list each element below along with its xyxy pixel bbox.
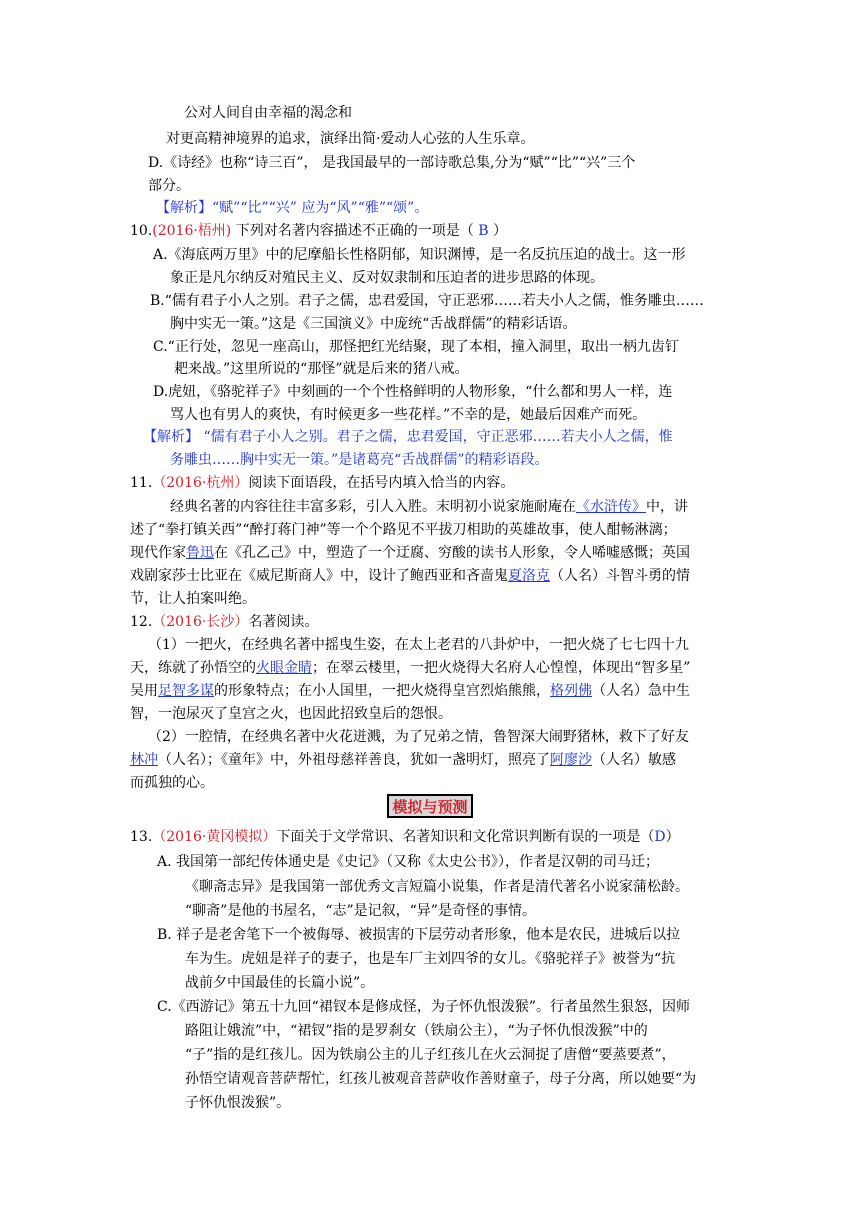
- question-11: [130, 473, 514, 493]
- question-13: [130, 827, 680, 847]
- answer-blank: 足智多谋: [158, 683, 214, 699]
- question-number: 10.: [130, 223, 153, 239]
- text: （人名）急中生: [592, 683, 690, 699]
- option-b-cont: 胸中实无一策。”这是《三国演义》中庞统“舌战群儒”的精彩话语。: [170, 316, 577, 332]
- option-c: C.“正行处，忽见一座高山，那怪把红光结聚，现了本相，撞入洞里，取出一柄九齿钉: [153, 339, 679, 355]
- section-title: 模拟与预测: [387, 794, 473, 818]
- text-line: （1）一把火，在经典名著中摇曳生姿，在太上老君的八卦炉中，一把火烧了七七四十九: [148, 637, 689, 653]
- text: ；在翠云楼里，一把火烧得大名府人心惶惶，体现出“智多星”: [312, 660, 691, 676]
- text: 现代作家: [130, 545, 186, 561]
- option-c-cont: 耙来战。”这里所说的“那怪”就是后来的猪八戒。: [174, 361, 469, 377]
- text-line: [130, 750, 676, 770]
- close-paren: ）: [492, 223, 507, 239]
- option-a: A.《海底两万里》中的尼摩船长性格阴郁，知识渊博，是一名反抗压迫的战士。这一形: [153, 247, 686, 263]
- text-line: [130, 566, 690, 586]
- option-a-cont: 《聊斋志异》是我国第一部优秀文言短篇小说集，作者是清代著名小说家蒲松龄。: [185, 879, 689, 895]
- text-line: [170, 497, 688, 517]
- analysis-q9: [156, 198, 428, 218]
- answer-blank: 鲁迅: [186, 545, 214, 561]
- text: 中，讲: [646, 499, 688, 515]
- question-number: 12.: [130, 614, 153, 630]
- answer-blank: 阿廖沙: [550, 752, 592, 768]
- text: 在《孔乙己》中，塑造了一个迂腐、穷酸的读书人形象，令人唏嘘感慨；英国: [214, 545, 690, 561]
- analysis-text: “儒有君子小人之别。君子之儒，忠君爱国，守正恶邪……若夫小人之儒，惟: [203, 429, 673, 445]
- text-line: [130, 658, 690, 678]
- text: 天，练就了孙悟空的: [130, 660, 256, 676]
- answer-blank: 格列佛: [550, 683, 592, 699]
- option-c-cont: 路阻让娥流”中，“裙钗”指的是罗刹女（铁扇公主），“为子怀仇恨泼猴”中的: [185, 1023, 648, 1039]
- question-stem: 名著阅读。: [248, 614, 319, 630]
- option-c-cont: 子怀仇恨泼猴”。: [185, 1095, 291, 1111]
- answer-blank: 林冲: [130, 752, 158, 768]
- close-paren: ）: [665, 829, 680, 845]
- text: 吴用: [130, 683, 158, 699]
- analysis-text: “赋”“比”“兴” 应为“风”“雅”“颂”。: [212, 200, 429, 216]
- text-line: 对更高精神境界的追求，演绎出简·爱动人心弦的人生乐章。: [166, 131, 535, 147]
- text-line: 节，让人拍案叫绝。: [130, 591, 256, 607]
- question-10: [130, 221, 507, 241]
- option-c-cont: “子”指的是红孩儿。因为铁扇公主的儿子红孩儿在火云洞捉了唐僧“要蒸要煮”，: [185, 1047, 676, 1063]
- option-a-cont: 象正是凡尔纳反对殖民主义、反对奴隶制和压迫者的进步思路的体现。: [170, 270, 604, 286]
- analysis-q10: [143, 427, 673, 447]
- option-b: B. 祥子是老舍笔下一个被侮辱、被损害的下层劳动者形象，他本是农民，进城后以拉: [157, 927, 681, 943]
- answer-blank: 夏洛克: [508, 568, 550, 584]
- text-line: 智，一泡尿灭了皇宫之火，也因此招致皇后的怨恨。: [130, 706, 452, 722]
- text-line: 部分。: [148, 178, 190, 194]
- text-line: [130, 543, 690, 563]
- option-d: D.《诗经》也称“诗三百”， 是我国最早的一部诗歌总集,分为“赋”“比”“兴”三个: [148, 155, 636, 171]
- analysis-label: 【解析】: [143, 429, 199, 445]
- answer: B: [478, 223, 489, 239]
- option-b: B.“儒有君子小人之别。君子之儒，忠君爱国，守正恶邪……若夫小人之儒，惟务雕虫……: [150, 293, 704, 309]
- question-stem: 阅读下面语段，在括号内填入恰当的内容。: [248, 475, 515, 491]
- text: （人名）；《童年》中，外祖母慈祥善良，犹如一盏明灯，照亮了: [158, 752, 550, 768]
- text-line: （2）一腔情，在经典名著中火花迸溅，为了兄弟之情，鲁智深大闹野猪林，救下了好友: [148, 729, 689, 745]
- option-b-cont: 车为生。虎妞是祥子的妻子，也是车厂主刘四爷的女儿。《骆驼祥子》被誉为“抗: [185, 951, 676, 967]
- question-source: (2016·梧州): [152, 223, 232, 239]
- question-12: [130, 612, 318, 632]
- option-d-cont: 骂人也有男人的爽快，有时候更多一些花样。”不幸的是，她最后因难产而死。: [170, 407, 647, 423]
- answer-blank: 《水浒传》: [576, 499, 646, 515]
- question-number: 11.: [130, 475, 153, 491]
- text-line: 公对人间自由幸福的渴念和: [184, 105, 352, 121]
- option-a: A. 我国第一部纪传体通史是《史记》（又称《太史公书》），作者是汉朝的司马迁；: [157, 854, 660, 870]
- option-c-cont: 孙悟空请观音菩萨帮忙，红孩儿被观音菩萨收作善财童子，母子分离，所以她要“为: [185, 1071, 697, 1087]
- question-source: （2016·黄冈模拟）: [152, 829, 277, 845]
- question-source: （2016·杭州）: [152, 475, 249, 491]
- text: 戏剧家莎士比亚在《威尼斯商人》中，设计了鲍西亚和吝啬鬼: [130, 568, 508, 584]
- question-number: 13.: [130, 829, 153, 845]
- analysis-text: 务雕虫……胸中实无一策。”是诸葛亮“舌战群儒”的精彩语段。: [170, 452, 549, 468]
- question-stem: 下面关于文学常识、名著知识和文化常识判断有误的一项是（: [276, 829, 655, 845]
- answer-blank: 火眼金睛: [256, 660, 312, 676]
- text: 经典名著的内容往往丰富多彩，引人入胜。末明初小说家施耐庵在: [170, 499, 576, 515]
- text: （人名）斗智斗勇的情: [550, 568, 690, 584]
- text-line: 而孤独的心。: [130, 775, 214, 791]
- option-a-cont: “聊斋”是他的书屋名，“志”是记叙，“异”是奇怪的事情。: [185, 903, 536, 919]
- question-stem: 下列对名著内容描述不正确的一项是（: [235, 223, 474, 239]
- option-b-cont: 战前夕中国最佳的长篇小说”。: [185, 975, 375, 991]
- option-d: D.虎妞，《骆驼祥子》中刻画的一个个性格鲜明的人物形象，“什么都和男人一样，连: [153, 384, 673, 400]
- answer: D: [654, 829, 666, 845]
- text: （人名）敏感: [592, 752, 676, 768]
- text-line: [130, 681, 690, 701]
- analysis-label: 【解析】: [156, 200, 212, 216]
- question-source: （2016·长沙）: [152, 614, 249, 630]
- option-c: C.《西游记》第五十九回“裙钗本是修成怪，为子怀仇恨泼猴”。行者虽然生狠怒，因师: [157, 999, 690, 1015]
- text-line: 述了“拳打镇关西”“醉打蒋门神”等一个个路见不平拔刀相助的英雄故事，使人酣畅淋漓；: [130, 522, 677, 538]
- text: 的形象特点；在小人国里，一把火烧得皇宫烈焰熊熊，: [214, 683, 550, 699]
